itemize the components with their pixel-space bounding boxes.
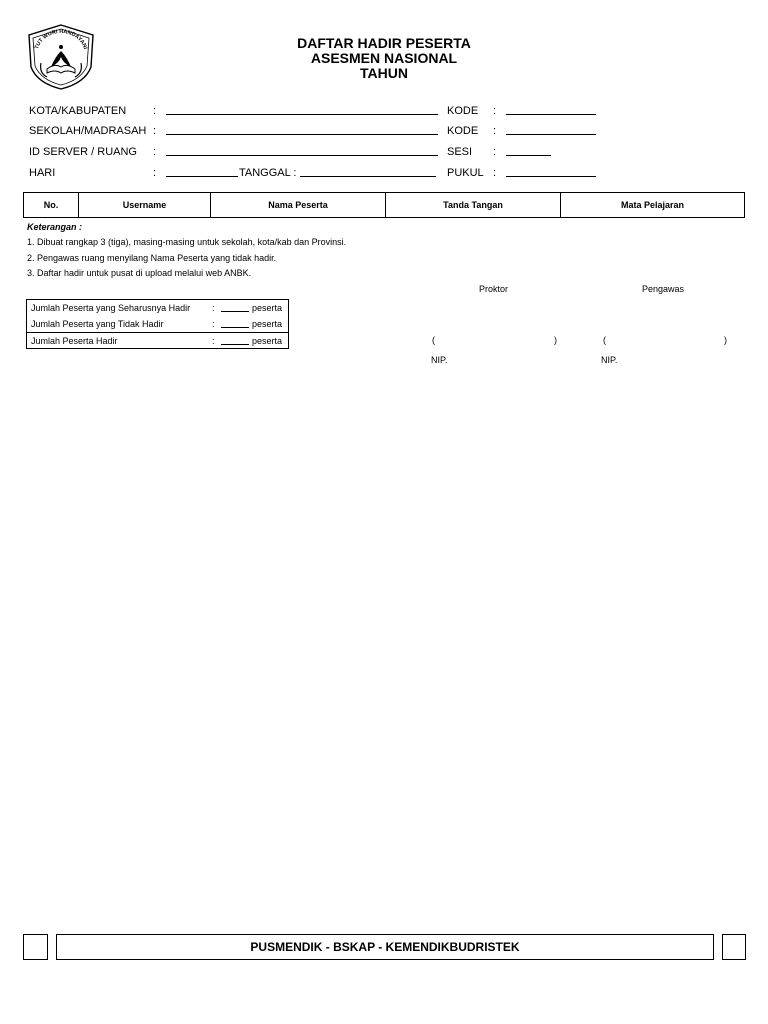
summary-unit: peserta xyxy=(252,319,283,329)
sekolah-madrasah-field[interactable] xyxy=(166,134,438,135)
colon: : xyxy=(493,105,497,117)
column-header-mata-pelajaran: Mata Pelajaran xyxy=(561,193,745,218)
colon: : xyxy=(212,336,215,346)
pengawas-nip-label: NIP. xyxy=(601,355,618,365)
colon: : xyxy=(493,146,497,158)
colon: : xyxy=(493,167,497,179)
sesi-label: SESI xyxy=(447,146,473,158)
pukul-label: PUKUL xyxy=(447,167,484,179)
footer-left-box xyxy=(23,934,48,960)
proktor-name-open-paren: ( xyxy=(432,335,435,345)
column-header-tanda-tangan: Tanda Tangan xyxy=(386,193,561,218)
footer-right-box xyxy=(722,934,746,960)
id-server-ruang-label: ID SERVER / RUANG xyxy=(29,146,137,158)
proktor-nip-label: NIP. xyxy=(431,355,448,365)
pengawas-label: Pengawas xyxy=(642,284,685,294)
hari-label: HARI xyxy=(29,167,56,179)
proktor-label: Proktor xyxy=(479,284,509,294)
notes-heading: Keterangan : xyxy=(27,222,83,232)
summary-row xyxy=(27,300,288,316)
kode-label: KODE xyxy=(447,105,479,117)
summary-label: Jumlah Peserta yang Tidak Hadir xyxy=(31,319,164,329)
kode-field-2[interactable] xyxy=(506,134,596,135)
pukul-field[interactable] xyxy=(506,176,596,177)
page-title-line-1: DAFTAR HADIR PESERTA xyxy=(297,35,471,51)
colon: : xyxy=(153,105,157,117)
proktor-name-close-paren: ) xyxy=(554,335,557,345)
attendance-summary-box xyxy=(26,299,289,349)
summary-row xyxy=(27,332,288,349)
note-item: 3. Daftar hadir untuk pusat di upload melalui web ANBK. xyxy=(27,268,252,278)
summary-count-field[interactable] xyxy=(221,344,249,345)
logo-emblem-icon xyxy=(25,23,97,91)
column-header-username: Username xyxy=(79,193,211,218)
summary-label: Jumlah Peserta yang Seharusnya Hadir xyxy=(31,303,191,313)
id-server-ruang-field[interactable] xyxy=(166,155,438,156)
attendance-table xyxy=(23,192,745,218)
page-title-line-2: ASESMEN NASIONAL xyxy=(310,50,458,66)
note-item: 2. Pengawas ruang menyilang Nama Peserta yang tidak hadir. xyxy=(27,253,277,263)
sekolah-madrasah-label: SEKOLAH/MADRASAH xyxy=(29,125,147,137)
note-item: 1. Dibuat rangkap 3 (tiga), masing-masing untuk sekolah, kota/kab dan Provinsi. xyxy=(27,237,347,247)
page-title-line-3: TAHUN xyxy=(360,65,408,81)
pengawas-name-open-paren: ( xyxy=(603,335,606,345)
kota-kabupaten-label: KOTA/KABUPATEN xyxy=(29,105,127,117)
kota-kabupaten-field[interactable] xyxy=(166,114,438,115)
summary-label: Jumlah Peserta Hadir xyxy=(31,336,118,346)
sesi-field[interactable] xyxy=(506,155,551,156)
colon: : xyxy=(153,125,157,137)
colon: : xyxy=(153,146,157,158)
footer-banner: PUSMENDIK - BSKAP - KEMENDIKBUDRISTEK xyxy=(56,934,714,960)
tanggal-field[interactable] xyxy=(300,176,436,177)
kode-field[interactable] xyxy=(506,114,596,115)
kode-label-2: KODE xyxy=(447,125,479,137)
summary-count-field[interactable] xyxy=(221,311,249,312)
table-header-row xyxy=(24,193,745,218)
colon: : xyxy=(212,303,215,313)
colon: : xyxy=(212,319,215,329)
summary-unit: peserta xyxy=(252,336,283,346)
colon: : xyxy=(153,167,157,179)
hari-field[interactable] xyxy=(166,176,238,177)
tanggal-label: TANGGAL : xyxy=(239,167,297,179)
tut-wuri-handayani-logo xyxy=(25,23,97,91)
colon: : xyxy=(493,125,497,137)
summary-count-field[interactable] xyxy=(221,327,249,328)
summary-unit: peserta xyxy=(252,303,283,313)
svg-text:TUT WURI HANDAYANI: TUT WURI HANDAYANI xyxy=(33,28,89,51)
pengawas-name-close-paren: ) xyxy=(724,335,727,345)
column-header-no: No. xyxy=(24,193,79,218)
column-header-nama-peserta: Nama Peserta xyxy=(211,193,386,218)
summary-row xyxy=(27,316,288,332)
